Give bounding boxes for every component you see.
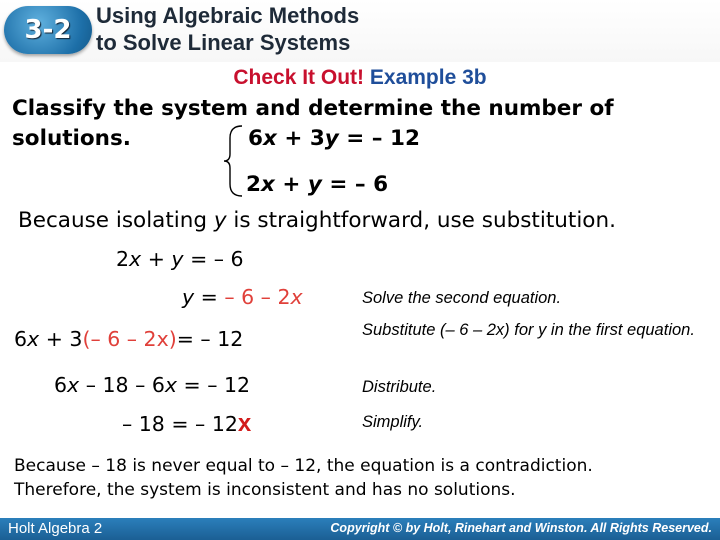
example-title [0, 66, 720, 90]
lesson-title-line2: to Solve Linear Systems [96, 30, 351, 55]
step-4-note: Distribute. [362, 378, 437, 396]
step-3: 6x + 3(– 6 – 2x)= – 12 [14, 327, 244, 351]
s4-c: = – 12 [177, 373, 251, 397]
conclusion-line1: Because – 18 is never equal to – 12, the equation is a contradiction. [14, 456, 593, 476]
because-after: is straightforward, use substitution. [226, 208, 616, 233]
lesson-badge [4, 6, 92, 54]
because-before: Because isolating [18, 208, 214, 233]
lesson-number: 3-2 [24, 15, 72, 45]
eq1-coef-x: 6 [248, 126, 263, 151]
s3-d: ) [168, 327, 177, 351]
s1-c: = – 6 [183, 247, 244, 271]
prompt-line1: Classify the system and determine the number of [12, 96, 614, 121]
step-1: 2x + y = – 6 [116, 247, 244, 271]
s2-b: – 6 – 2 [224, 285, 291, 309]
s3-red: (– 6 – 2x) [82, 327, 177, 351]
contradiction-x-mark: x [237, 410, 252, 437]
footer-bar [0, 518, 720, 540]
step-2-note: Solve the second equation. [362, 289, 562, 307]
eq1-coef-y: + 3 [276, 126, 325, 151]
lesson-title-line1: Using Algebraic Methods [96, 3, 360, 28]
step-3-note: Substitute (– 6 – 2x) for y in the first equation. [362, 321, 695, 339]
because-var: y [213, 208, 227, 233]
step-5 [122, 410, 251, 438]
s2-a: = [194, 285, 225, 309]
eq2-rhs: = – 6 [321, 172, 389, 197]
s2-red: – 6 – 2x [224, 285, 303, 309]
s4-a: 6 [54, 373, 68, 397]
system-equation-1: 6x + 3y = – 12 [248, 126, 420, 151]
s1-b: + [141, 247, 172, 271]
conclusion [14, 454, 714, 502]
s3-e: = – 12 [176, 327, 244, 351]
step-4: 6x – 18 – 6x = – 12 [54, 373, 251, 397]
s5-a: – 18 = – 12 [122, 412, 238, 436]
s3-b: + 3 [39, 327, 83, 351]
footer-book-title: Holt Algebra 2 [8, 520, 103, 537]
system-brace [222, 124, 246, 198]
eq2-plus: + [274, 172, 308, 197]
step-2: y = – 6 – 2x [182, 285, 303, 309]
s4-b: – 18 – 6 [79, 373, 165, 397]
s3-c: (– 6 – 2 [82, 327, 157, 351]
footer-copyright: Copyright © by Holt, Rinehart and Winston. All Rights Reserved. [330, 521, 712, 535]
header-band [0, 0, 720, 62]
conclusion-line2: Therefore, the system is inconsistent and has no solutions. [14, 480, 516, 500]
lesson-title [96, 2, 359, 56]
example-prefix: Check It Out! [233, 66, 365, 89]
eq2-coef-x: 2 [246, 172, 261, 197]
substitution-explanation [18, 208, 616, 233]
prompt-line2: solutions. [12, 126, 131, 151]
example-suffix: Example 3b [369, 66, 487, 89]
step-5-note: Simplify. [362, 413, 424, 431]
s1-a: 2 [116, 247, 130, 271]
s3-a: 6 [14, 327, 28, 351]
system-equation-2: 2x + y = – 6 [246, 172, 389, 197]
eq1-rhs: = – 12 [338, 126, 420, 151]
